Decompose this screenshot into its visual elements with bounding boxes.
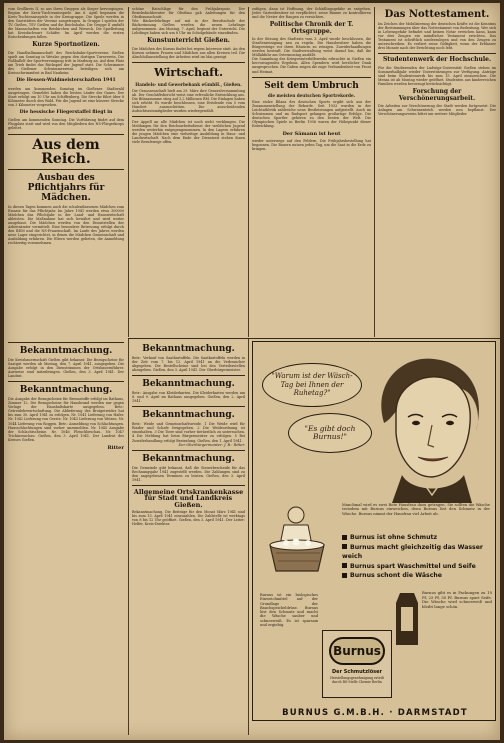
ad-packs-text: Burnus gibt es in Packungen zu 10 Pf, 25 Pf, 50 Pf. Burnus spart Seife. Die Wäsche wird schneeweiß und bleibt lange schön. — [422, 590, 492, 609]
headline: Kurze Sportnotizen. — [32, 41, 100, 49]
notice-heading: Bekanntmachung. — [19, 385, 113, 396]
headline: Ausbau des Pflichtjahrs für Mädchen. — [27, 172, 105, 203]
feature-label: Burnus schont die Wäsche — [350, 572, 442, 579]
bullet-icon — [342, 573, 347, 578]
article-text: schöne Ratschläge für den Frühjahrsputz. Der Bezirksfachberater für Obstbau gab Anleitungen für den Obstbaumschnitt. — [132, 7, 245, 20]
notice-heading: Bekanntmachung. — [19, 346, 113, 356]
notice-text: Die Ausgabe der Bezugscheine für Brennstoffe erfolgt im Rathaus, Zimmer 12. Die Bezugscheine für Hausbrand werden nur gegen Vorlage der Haushaltskarte ausgegeben. Betr.: Getreidebewirtschaftung. Die Ablieferung des Brotgetreides hat bis zum 30. April 1941 zu erfolgen. Nr. 1041 Lieferung von Hafer. Nr. 1042 Lieferung von Gerste. Nr. 1043 Lieferung von Weizen. Nr. 1044 Lieferung von Roggen. Betr.: Anmeldung von Schlachtungen. Hausschlachtungen sind vorher anzumelden. Nr. 1045 Ausgabe der Schlachtscheine. Nr. 1046 Fleischbeschau. Nr. 1047 Trichinenschau. Gießen, den 3. April 1941. Der Landrat des Kreises Gießen. — [8, 397, 124, 442]
logo-subtitle: Der Schmutzlöser — [332, 669, 382, 675]
speech-text: "Warum ist der Wäsch-Tag bei Ihnen der Ruhetag?" — [271, 372, 353, 398]
logo-fine-print: Herstellungsgenehmigung erteilt durch RS-Stelle Chemie Berlin — [330, 676, 384, 684]
ad-feature-list — [342, 533, 492, 581]
headline: Das Nottestament. — [384, 9, 490, 20]
feature-item — [342, 562, 492, 572]
section-divider — [128, 338, 500, 339]
headline: Der Sämann ist heut — [282, 130, 341, 137]
column-4 — [378, 7, 496, 116]
signature: Der Oberbürgermeister: J. B.: Ritter. — [178, 442, 245, 447]
subheadline: die meisten deutschen Sportrekorde. — [267, 92, 356, 98]
divider — [8, 342, 124, 343]
notice-heading: Bekanntmachung. — [142, 410, 235, 421]
bullet-icon — [342, 535, 347, 540]
section-heading: Wirtschaft. — [154, 65, 223, 79]
feature-label: Burnus ist ohne Schmutz — [350, 534, 438, 541]
column-divider — [248, 7, 249, 337]
article-text: Eine stolze Bilanz des deutschen Sports ergibt sich aus der Zusammenstellung der Rekorde. Seit 1933 wurden in der Leichtathletik zahlreiche neue Bestleistungen aufgestellt. Auch im Schwimmen und im Radsport gelangen großartige Erfolge. Die deutschen Sportler gehören zu den besten der Welt. Die Olympischen Spiele in Berlin 1936 waren der Höhepunkt dieser Entwicklung. — [252, 99, 371, 128]
answer-bubble — [288, 413, 372, 453]
subheadline: Handels- und Gewerbebank eGmbH., Gießen. — [135, 81, 242, 87]
bullet-icon — [342, 563, 347, 568]
notice-text: Betr.: Verkauf von Saatkartoffeln. Die Saatkartoffeln werden in der Zeit vom 7. bis 12. April 1941 an die Verbraucher abgegeben. Die Bestellscheine sind bei den Verteilerstellen abzugeben. Gießen, den 3. April 1941. Der Oberbürgermeister. — [132, 356, 245, 373]
column-divider — [374, 7, 375, 337]
article-text: Die Handballmannschaft des Reichsbahn-Sportvereins Gießen spielt am Sonntag in Wetzlar gegen den dortigen Turnverein. Die Fußballelf der Sportvereinigung tritt in Marburg an. Auf dem Platz am Trieb findet das Rückspiel der Jugend statt. Die Schwimmer des Gießener Schwimmvereins beteiligen sich am Kreisschwimmfest in Bad Nauheim. — [8, 50, 124, 76]
headline: Die hessische Fliegerstaffel fliegt in — [19, 109, 113, 115]
article-text: zufügen, dann ist Hoffnung, der Schädlingsgefahr zu entgehen. Jeder Gartenbesitzer ist verpflichtet, seine Bäume zu kontrollieren und die Nester der Raupen zu vernichten. — [252, 7, 371, 20]
article-text: Für die Studierenden der Ludwigs-Universität Gießen stehen im Sommerhalbjahr wieder Unterstützungen zur Verfügung. Anträge sind beim Studentenwerk bis zum 15. April einzureichen. Die Mensa ist ab Montag wieder geöffnet. Studenten aus kinderreichen Familien werden bevorzugt berücksichtigt. — [378, 65, 496, 87]
ad-body-text: Manchmal wird es zwei Rote Hausfrau dazu getragen. Sie sollten die Wäsche trotzdem mit Burnus einweichen, denn Burnus löst den Schmutz in der Wäsche. Burnus nimmt der Hausfrau viel Arbeit ab. — [342, 503, 490, 516]
notice-text: Betr.: Weide und Gemeinschaftsweide. 1 Die Weide wird für Rinder und Schafe freigegeben. 2 Die Weideordnung ist einzuhalten. 3 Die Tiere sind vorher tierärztlich zu untersuchen. 4 Die Meldung hat beim Bürgermeister zu erfolgen. 5 Bei Zuwiderhandlung erfolgt Bestrafung. Gießen, den 1. April 1941. — [132, 422, 245, 443]
headline: Seit dem Umbruch — [264, 80, 359, 91]
signature: Ritter — [107, 444, 124, 451]
divider — [252, 77, 371, 78]
burnus-logo: Burnus — [329, 637, 385, 665]
notice-text: Betr.: Ausgabe von Kleiderkarten. Die Kleiderkarten werden am 8. und 9. April im Rathaus ausgegeben. Gießen, den 2. April 1941. — [132, 391, 245, 404]
column-divider — [248, 339, 249, 735]
divider — [132, 485, 245, 486]
article-text: Der Appell an alle Mädchen ist noch nicht verklungen. Die Meldungen für den Reichsarbeitsdienst der weiblichen Jugend werden weiterhin entgegengenommen. In den Lagern erfahren die jungen Mädchen eine vielseitige Ausbildung in Haus- und Landwirtschaft. Nach dem Ende der Dienstzeit stehen ihnen viele Berufswege offen. — [132, 120, 245, 145]
notice-heading: Bekanntmachung. — [142, 344, 235, 354]
article-text: Die Sammlung des Kriegswinterhilfswerks erbrachte in Gießen ein hervorragendes Ergebnis. Allen Spendern wird herzlicher Dank ausgesprochen. Die Gaben zeigen die enge Verbundenheit von Front und Heimat. — [252, 57, 371, 74]
column-1 — [8, 7, 124, 245]
divider — [132, 62, 245, 63]
headline: Die Hessen-Waldmeisterschaften 1941 — [16, 78, 116, 84]
article-text: Gießen am kommenden Sonntag. Die Vorführung findet auf dem Flugplatz statt und wird von den Mitgliedern des NS-Fliegerkorps geleitet. — [8, 118, 124, 131]
newspaper-page — [4, 3, 500, 740]
column-divider — [128, 7, 129, 337]
feature-label: Burnus spart Waschmittel und Seife — [350, 562, 476, 570]
washing-tub-illustration — [256, 501, 338, 579]
column-3 — [252, 7, 371, 152]
divider — [132, 375, 245, 376]
feature-label: Burnus macht gleichzeitig das Wasser weich — [342, 543, 483, 560]
notices-column-2 — [132, 341, 245, 737]
divider — [132, 116, 245, 117]
divider — [378, 53, 496, 54]
section-heading: Aus dem Reich. — [32, 136, 100, 167]
notice-text: Die Kreisbauernschaft Gießen gibt bekannt: Die Bezugscheine für Saatgut werden ab Montag, den 7. April 1941, ausgegeben. Die Ausgabe erfolgt in den Diensträumen der Ortsbauernführer. Ausweise sind mitzubringen. Gießen, den 3. April 1941. Der Landrat. — [8, 358, 124, 379]
article-text: In diesen Tagen kommen auch die schulentlassenen Mädchen zum Einsatz für das Pflichtjahr. Im Jahre 1941 werden etwa 300000 Mädchen das Pflichtjahr in der Land- und Hauswirtschaft ableisten. Die Maßnahme hat sich bewährt und wird weiter ausgebaut. Die Mädchen werden von den Dienststellen der Arbeitsämter vermittelt. Eine besondere Betreuung erfolgt durch den BDM und die NS-Frauenschaft. Im Laufe des Jahres werden neue Lager eingerichtet, in denen die Mädchen Gemeinschaft und Ausbildung erfahren. Die Eltern werden gebeten, die Anmeldung rechtzeitig vorzunehmen. — [8, 204, 124, 245]
woman-portrait-illustration — [362, 353, 492, 503]
divider — [8, 169, 124, 170]
divider — [8, 381, 124, 382]
burnus-logo-box — [322, 630, 392, 698]
notice-text: Bekanntmachung. Die Beiträge für den Monat März 1941 sind bis zum 15. April 1941 einzuzahlen. Die Zahlstelle ist werktags von 8 bis 12 Uhr geöffnet. Gießen, den 3. April 1941. Der Leiter: Helfer, Kreis-Direktor. — [132, 510, 245, 527]
divider — [132, 406, 245, 407]
ad-small-print: Burnus ist ein biologisches Einweichmittel auf der Grundlage der Bauchspeicheldrüse. Burnus löst den Schmutz und macht die Wäsche sauber und schneeweiß. Es ist sparsam und ergiebig. — [260, 593, 318, 628]
divider — [8, 134, 124, 135]
article-text: Wie Bäckerlehrlinge auf mit in der Berufsschule der Bäckerinnung Gießen werden die neuen Lehrlinge aufgenommen. Am Montag, 7. April, beginnt der Unterricht. Die Lehrlinge haben sich um 8 Uhr im Schulgebäude einzufinden. — [132, 19, 245, 36]
headline: Studentenwerk der Hochschule. — [382, 56, 492, 64]
notice-heading: Allgemeine Ortskrankenkasse für Stadt und Landkreis Gießen. — [133, 487, 244, 509]
divider — [132, 450, 245, 451]
article-text: vom Großkreis II, so aus ihren Gruppen als Sieger hervorgingen. Regiun der Kreis-Tischtennisspiele. Am 6. April beginnen die Kreis-Tischtennisspiele in der Kreisgruppe. Die Spiele werden in den Gaststätten der Vereine ausgetragen. In Gruppe I spielen der TV. Gießen, TSV Gießen und die Reichsbahn. Die Gruppe II umfaßt die Mannschaften von Reiskirchen und Wieseck. Die Spielleitung hat Kreisfachwart Schäfer. Im April werden die ersten Entscheidungen fallen. — [8, 7, 124, 40]
headline: Forschung der Verschönerungsarbeit. — [398, 88, 476, 102]
speech-bubble — [262, 363, 362, 407]
article-text: wieder unterwegs auf den Feldern. Die Frühjahrsbestellung hat begonnen. Die Bauern nutzen jeden Tag, um die Saat in die Erde zu bringen. — [252, 139, 371, 152]
headline: Kunstunterricht Gießen. — [147, 37, 230, 45]
article-text: Die Arbeiten zur Verschönerung der Stadt werden fortgesetzt. Die Anlagen am Schwanenteich werden neu bepflanzt. Der Verschönerungsverein bittet um weitere Mitglieder. — [378, 104, 496, 117]
column-divider — [128, 339, 129, 735]
feature-item — [342, 533, 492, 543]
ad-footer: BURNUS G.M.B.H. · DARMSTADT — [282, 708, 468, 718]
feature-item — [342, 543, 492, 562]
notice-heading: Bekanntmachung. — [142, 379, 235, 390]
article-text: Im Zeichen der Mobilisierung der deutschen Kräfte ist die Kenntnis der Bestimmungen über das Nottestament von Bedeutung. Wer sich in Lebensgefahr befindet und keinen Notar erreichen kann, kann vor drei Zeugen ein mündliches Testament errichten. Das Testament ist schriftlich niederzulegen und von den Zeugen zu unterschreiben. Es verliert seine Gültigkeit, wenn der Erblasser drei Monate nach der Errichtung noch lebt. — [378, 22, 496, 51]
headline: Politische Chronik der T. Ortsgruppe. — [269, 21, 354, 35]
notice-heading: Bekanntmachung. — [142, 453, 235, 464]
article-text: In der Sitzung des Stadtrats vom 3. April wurde beschlossen, die Straßenreinigung neu zu regeln. Die Hausbesitzer haben die Bürgersteige vor ihren Häusern zu reinigen. Zuwiderhandlungen werden bestraft. Die Stadtverwaltung weist darauf hin, daß die Müllabfuhr am Ostermontag ausfällt. — [252, 37, 371, 58]
article-text: Die Mädchen des Kursus findet bei regem Interesse statt. An den Kursen nehmen Frauen und Mädchen aus allen Kreisen teil. Die Abschlußausstellung der Arbeiten wird im Mai gezeigt. — [132, 46, 245, 59]
column-2 — [132, 7, 245, 145]
notices-column-1 — [8, 339, 124, 737]
article-text: Die Genossenschaft hielt am 29. März ihre Generalversammlung ab. Der Geschäftsbericht weist eine erfreuliche Entwicklung aus. Die Bilanzsumme stieg auf 3,2 Millionen RM. Die Einlagen haben sich erhöht. Es wurde beschlossen, eine Dividende von 5 vom Hundert auszuschütten. Die ausscheidenden Aufsichtsratsmitglieder wurden wiedergewählt. — [132, 88, 245, 114]
notice-text: Die Gemeinde gibt bekannt, daß die Steuerbescheide für das Rechnungsjahr 1941 zugestellt werden. Die Zahlungen sind zu den angegebenen Terminen zu leisten. Gießen, den 3. April 1941. — [132, 465, 245, 482]
package-illustration — [396, 593, 418, 645]
bullet-icon — [342, 544, 347, 549]
article-text: werden am kommenden Sonntag im Gießener Stadtwald ausgetragen. Gemeldet haben die besten Läufer des Gaues. Der Start erfolgt um 10 Uhr am Schiffenberg. Die Strecke führt über 8 Kilometer durch den Wald. Für die Jugend ist eine kürzere Strecke von 3 Kilometer vorgesehen. — [8, 86, 124, 107]
answer-text: "Es gibt doch Burnus!" — [304, 423, 356, 441]
feature-item — [342, 571, 492, 581]
